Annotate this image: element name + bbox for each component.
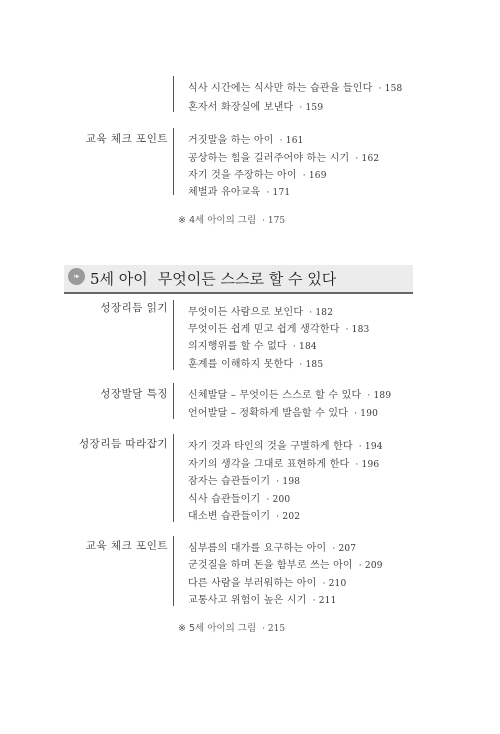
- toc-entry[interactable]: 의지행위를 할 수 없다 · 184: [188, 341, 317, 352]
- chapter-subtitle: 무엇이든 스스로 할 수 있다: [157, 270, 337, 288]
- page-number: · 211: [312, 596, 337, 606]
- chapter-badge-icon: ❧: [68, 268, 85, 285]
- page-number: · 210: [322, 579, 347, 589]
- toc-entry[interactable]: 대소변 습관들이기 · 202: [188, 511, 301, 522]
- toc-entry[interactable]: 심부름의 대가를 요구하는 아이 · 207: [188, 543, 357, 554]
- page-number: · 189: [367, 391, 392, 401]
- section-label: 교육 체크 포인트: [85, 133, 168, 145]
- page-number: · 207: [332, 544, 357, 554]
- page-number: · 183: [345, 325, 370, 335]
- page-number: · 215: [262, 624, 286, 634]
- toc-entry[interactable]: 언어발달 – 정확하게 발음할 수 있다 · 190: [188, 408, 379, 419]
- toc-entry[interactable]: 군것질을 하며 돈을 함부로 쓰는 아이 · 209: [188, 560, 383, 571]
- toc-entry[interactable]: 체벌과 유아교육 · 171: [188, 187, 291, 198]
- page-number: · 182: [309, 308, 334, 318]
- toc-entry[interactable]: 교통사고 위험이 높은 시기 · 211: [188, 595, 337, 606]
- section-divider-line: [173, 434, 174, 522]
- figure-note[interactable]: ※ 4세 아이의 그림 · 175: [178, 215, 286, 226]
- toc-entry[interactable]: 다른 사람을 부러워하는 아이 · 210: [188, 578, 347, 589]
- page-number: · 161: [279, 136, 304, 146]
- page-number: · 169: [302, 171, 327, 181]
- section-label: 성장리듬 따라잡기: [79, 438, 168, 450]
- section-divider-line: [173, 300, 174, 370]
- page-number: · 162: [355, 154, 380, 164]
- section-label: 성장리듬 읽기: [100, 302, 168, 314]
- page-number: · 209: [358, 561, 383, 571]
- toc-entry[interactable]: 신체발달 – 무엇이든 스스로 할 수 있다 · 189: [188, 390, 392, 401]
- toc-entry[interactable]: 자기 것을 주장하는 아이 · 169: [188, 170, 327, 181]
- toc-entry[interactable]: 공상하는 힘을 길러주어야 하는 시기 · 162: [188, 153, 380, 164]
- page-number: · 171: [266, 188, 291, 198]
- section-label: 성장발달 특징: [100, 388, 168, 400]
- page-number: · 200: [266, 495, 291, 505]
- page-number: · 202: [276, 512, 301, 522]
- toc-entry[interactable]: 훈계를 이해하지 못한다 · 185: [188, 359, 324, 370]
- chapter-underline: [64, 292, 413, 294]
- figure-note[interactable]: ※ 5세 아이의 그림 · 215: [178, 623, 286, 634]
- section-label: 교육 체크 포인트: [85, 540, 168, 552]
- chapter-title[interactable]: [90, 268, 336, 289]
- page-number: · 158: [378, 84, 403, 94]
- toc-entry[interactable]: 자기의 생각을 그대로 표현하게 한다 · 196: [188, 459, 380, 470]
- chapter-name: 5세 아이: [90, 270, 148, 288]
- page-number: · 198: [276, 477, 301, 487]
- toc-entry[interactable]: 식사 시간에는 식사만 하는 습관을 들인다 · 158: [188, 83, 403, 94]
- toc-entry[interactable]: 혼자서 화장실에 보낸다 · 159: [188, 102, 324, 113]
- page-number: · 190: [354, 409, 379, 419]
- section-divider-line: [173, 76, 174, 112]
- section-divider-line: [173, 536, 174, 606]
- page-number: · 194: [358, 442, 383, 452]
- page-number: · 196: [355, 460, 380, 470]
- section-divider-line: [173, 383, 174, 419]
- toc-entry[interactable]: 자기 것과 타인의 것을 구별하게 한다 · 194: [188, 441, 383, 452]
- section-divider-line: [173, 128, 174, 195]
- toc-entry[interactable]: 무엇이든 쉽게 믿고 쉽게 생각한다 · 183: [188, 324, 370, 335]
- toc-entry[interactable]: 식사 습관들이기 · 200: [188, 494, 291, 505]
- page-number: · 175: [262, 216, 286, 226]
- page-number: · 159: [299, 103, 324, 113]
- toc-entry[interactable]: 거짓말을 하는 아이 · 161: [188, 135, 304, 146]
- page-number: · 184: [292, 342, 317, 352]
- toc-entry[interactable]: 잠자는 습관들이기 · 198: [188, 476, 301, 487]
- toc-entry[interactable]: 무엇이든 사람으로 보인다 · 182: [188, 307, 334, 318]
- page-number: · 185: [299, 360, 324, 370]
